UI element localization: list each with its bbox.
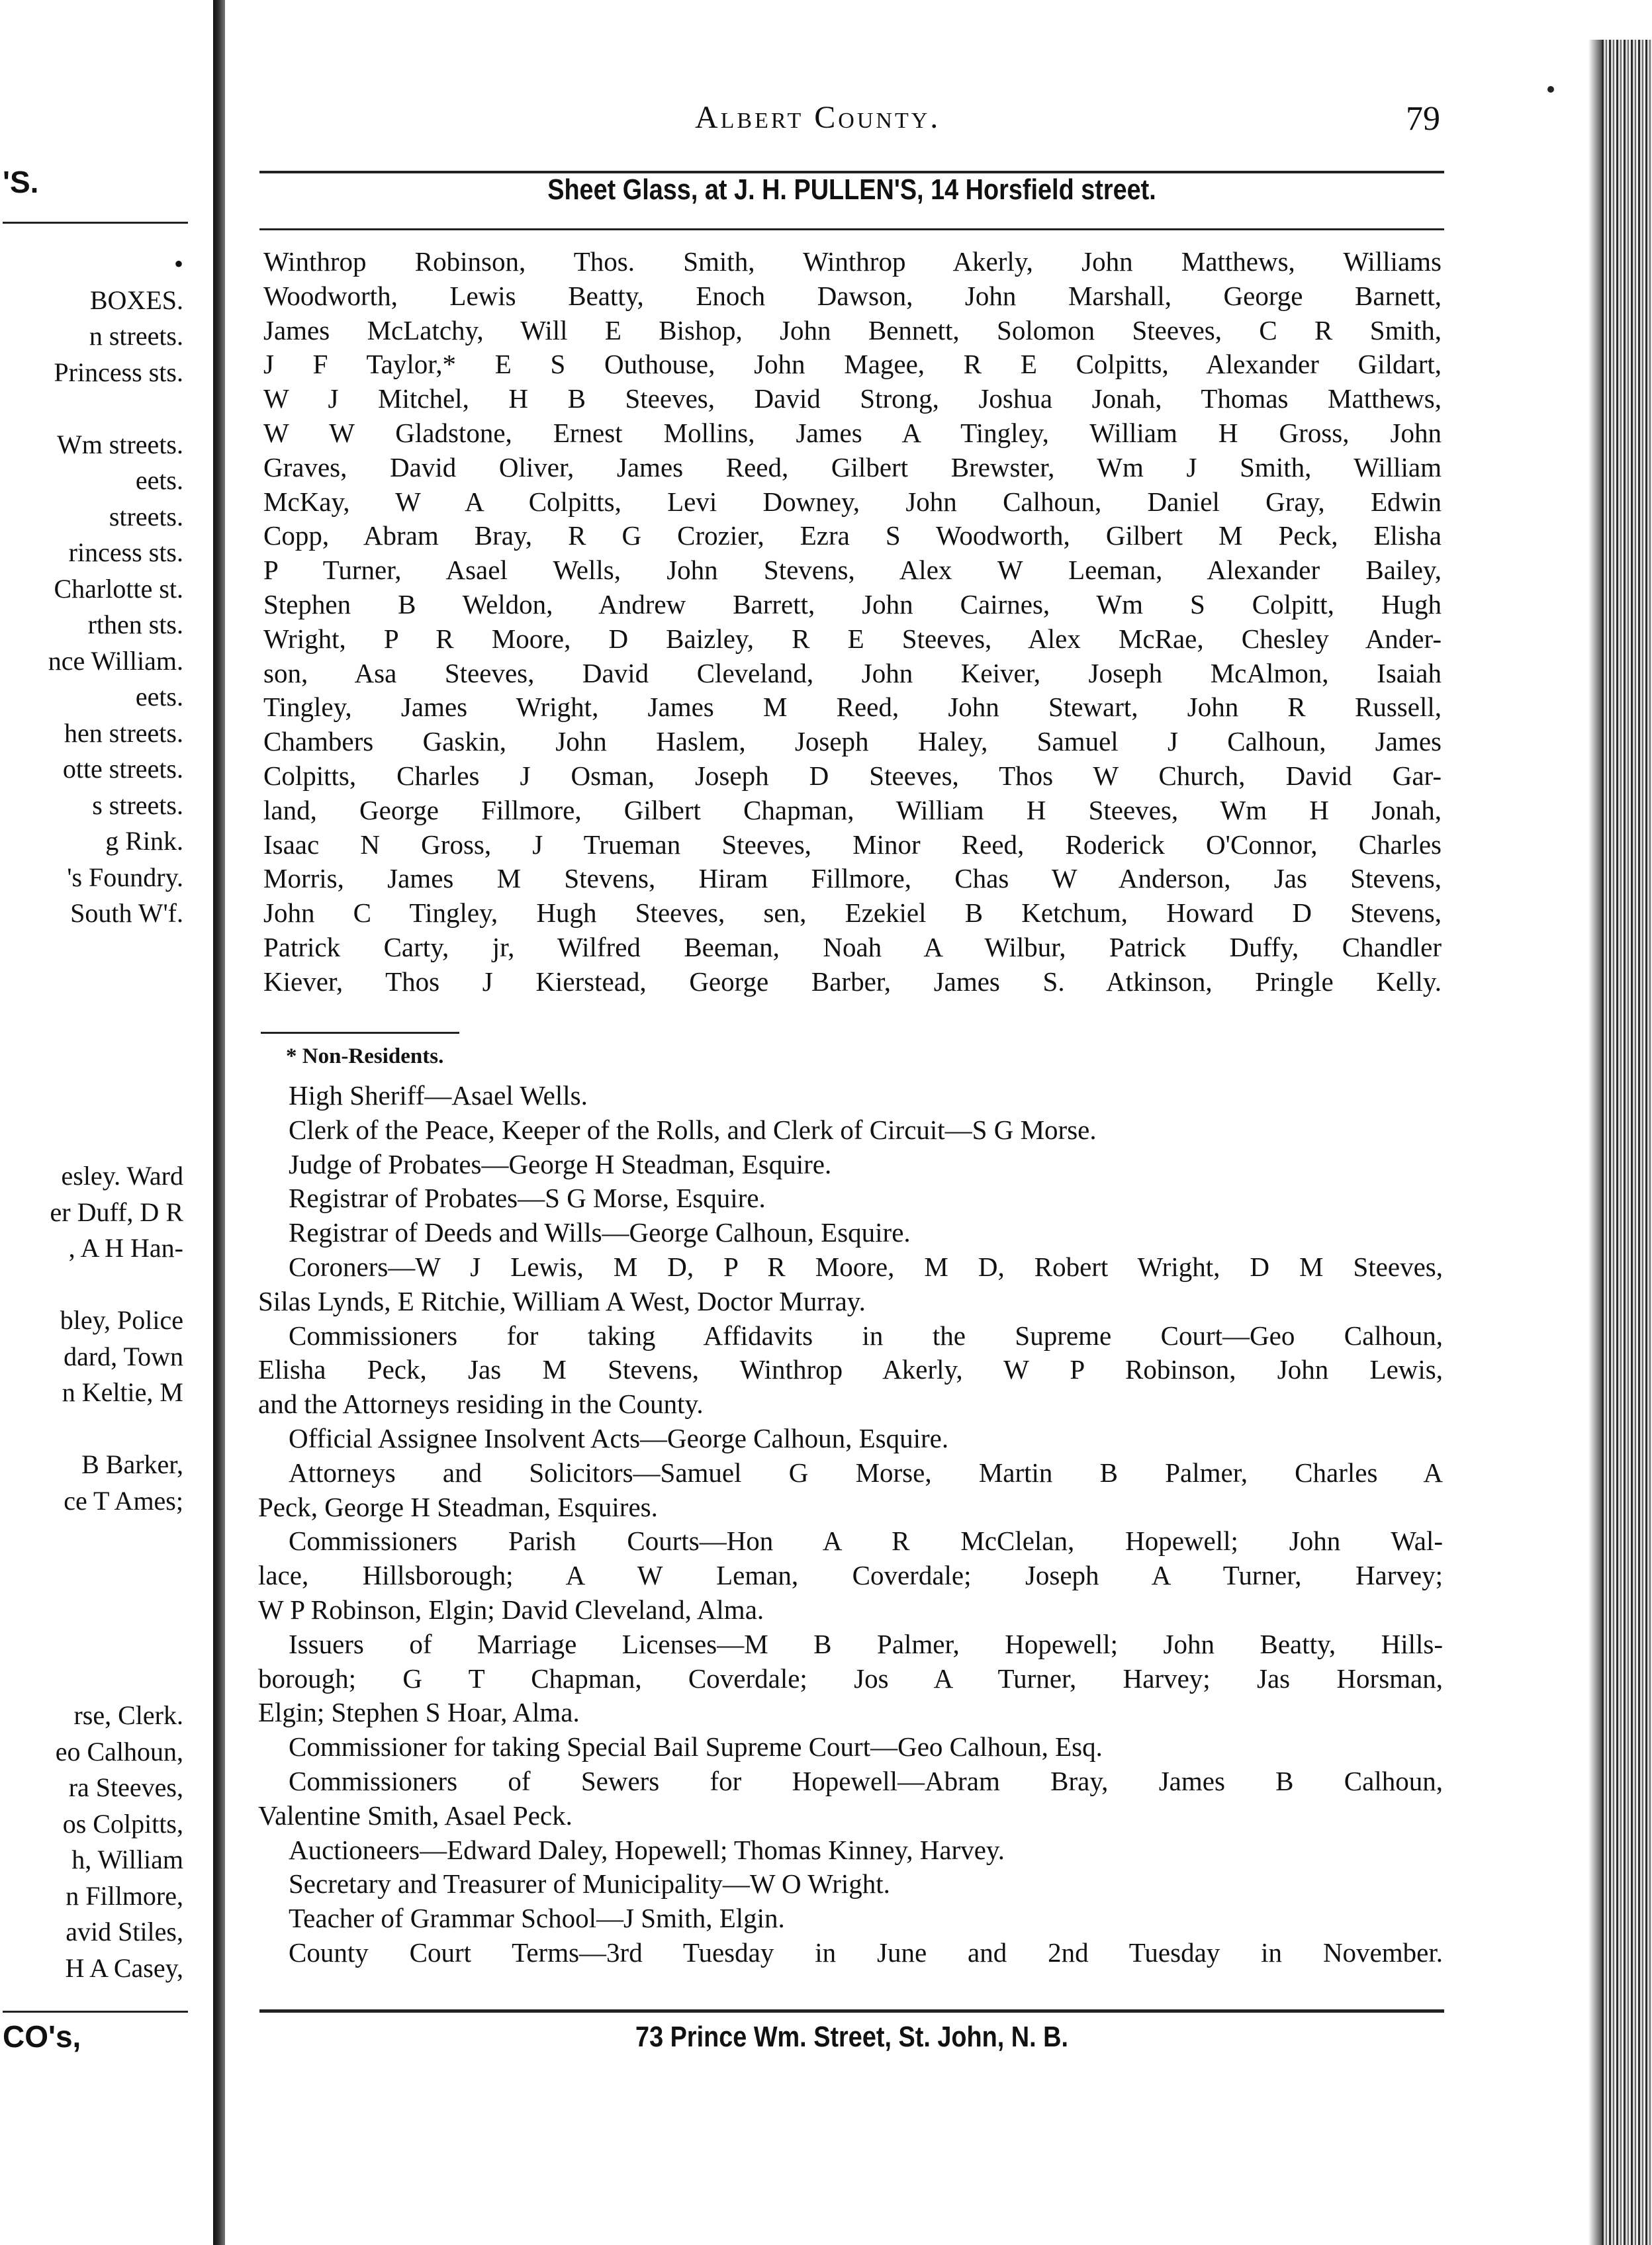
left-fragment-line: • <box>173 249 183 279</box>
ad-rule-top <box>259 228 1444 230</box>
left-fragment-line: streets. <box>109 501 183 531</box>
left-fragment-line: er Duff, D R <box>50 1197 183 1227</box>
left-fragment-line: BOXES. <box>89 285 183 315</box>
county-officials-list <box>258 1079 1443 1970</box>
left-fragment-line: ce T Ames; <box>64 1485 183 1516</box>
names-line: Winthrop Robinson, Thos. Smith, Winthrop Akerly, John Matthews, Williams <box>263 246 1442 277</box>
left-fragment-line: Charlotte st. <box>54 573 183 604</box>
names-line: Stephen B Weldon, Andrew Barrett, John Cairnes, Wm S Colpitt, Hugh <box>263 589 1442 619</box>
left-fragment-line: eets. <box>135 682 183 711</box>
left-fragment-line: s streets. <box>92 790 183 820</box>
left-fragment-block-c <box>3 1698 211 1986</box>
names-line: Graves, David Oliver, James Reed, Gilbert Brewster, Wm J Smith, William <box>263 451 1442 482</box>
left-fragment-line: g Rink. <box>105 826 183 856</box>
left-fragment-line <box>3 390 211 427</box>
official-entry-line: Judge of Probates—George H Steadman, Esquire. <box>289 1148 832 1179</box>
left-fragment-line: dard, Town <box>64 1341 183 1371</box>
bottom-rule-thick <box>259 2009 1444 2013</box>
official-entry-line: Commissioners for taking Affidavits in the Supreme Court—Geo Calhoun, <box>289 1320 1443 1351</box>
book-gutter <box>213 0 225 2245</box>
left-rule-top <box>3 222 188 224</box>
left-fragment-line: os Colpitts, <box>62 1808 183 1839</box>
official-entry-line: borough; G T Chapman, Coverdale; Jos A Turner, Harvey; Jas Horsman, <box>258 1663 1443 1694</box>
ink-speck <box>1547 86 1554 93</box>
names-line: Copp, Abram Bray, R G Crozier, Ezra S Woodworth, Gilbert M Peck, Elisha <box>263 520 1442 551</box>
names-line: Colpitts, Charles J Osman, Joseph D Steeves, Thos W Church, David Gar- <box>263 760 1442 791</box>
official-entry-line: Silas Lynds, E Ritchie, William A West, Doctor Murray. <box>258 1285 866 1316</box>
left-fragment-line: n Keltie, M <box>62 1377 183 1407</box>
official-entry-line: lace, Hillsborough; A W Leman, Coverdale; Joseph A Turner, Harvey; <box>258 1560 1443 1591</box>
bottom-advertisement: 73 Prince Wm. Street, St. John, N. B. <box>635 2021 1068 2053</box>
names-line: land, George Fillmore, Gilbert Chapman, William H Steeves, Wm H Jonah, <box>263 794 1442 825</box>
left-fragment-line: h, William <box>71 1845 183 1874</box>
left-fragment-line: hen streets. <box>64 717 183 748</box>
footnote: * Non-Residents. <box>286 1044 444 1068</box>
running-title: Albert County. <box>695 100 941 135</box>
names-line: W W Gladstone, Ernest Mollins, James A Tingley, William H Gross, John <box>263 418 1442 448</box>
official-entry-line: Peck, George H Steadman, Esquires. <box>258 1491 658 1522</box>
official-entry-line: Valentine Smith, Asael Peck. <box>258 1800 573 1831</box>
names-line: McKay, W A Colpitts, Levi Downey, John Calhoun, Daniel Gray, Edwin <box>263 486 1442 517</box>
names-line: Tingley, James Wright, James M Reed, John Stewart, John R Russell, <box>263 692 1442 723</box>
names-line: Chambers Gaskin, John Haslem, Joseph Haley, Samuel J Calhoun, James <box>263 726 1442 757</box>
left-fragment-line: 's Foundry. <box>67 862 183 892</box>
left-fragment-line: B Barker, <box>81 1449 183 1479</box>
official-entry-line: Commissioners Parish Courts—Hon A R McClelan, Hopewell; John Wal- <box>289 1526 1443 1557</box>
official-entry-line: County Court Terms—3rd Tuesday in June and 2nd Tuesday in November. <box>289 1937 1443 1968</box>
left-fragment-line: South W'f. <box>70 898 183 928</box>
official-entry-line: Commissioner for taking Special Bail Supreme Court—Geo Calhoun, Esq. <box>289 1731 1103 1763</box>
official-entry-line: Teacher of Grammar School—J Smith, Elgin. <box>289 1903 785 1934</box>
official-entry-line: Commissioners of Sewers for Hopewell—Abram Bray, James B Calhoun, <box>289 1765 1443 1796</box>
names-line: Isaac N Gross, J Trueman Steeves, Minor Reed, Roderick O'Connor, Charles <box>263 829 1442 860</box>
left-fragment-block-b <box>3 1158 211 1519</box>
names-line: J F Taylor,* E S Outhouse, John Magee, R E Colpitts, Alexander Gildart, <box>263 349 1442 380</box>
left-rule-bottom <box>3 2011 188 2013</box>
official-entry-line: High Sheriff—Asael Wells. <box>289 1080 588 1111</box>
official-entry-line: and the Attorneys residing in the County. <box>258 1389 704 1420</box>
left-fragment-line: nce William. <box>48 645 183 676</box>
official-entry-line: Registrar of Probates—S G Morse, Esquire. <box>289 1183 766 1214</box>
official-entry-line: Secretary and Treasurer of Municipality—W O Wright. <box>289 1868 890 1900</box>
left-fragment-line: H A Casey, <box>65 1952 183 1983</box>
top-advertisement: Sheet Glass, at J. H. PULLEN'S, 14 Horsfield street. <box>547 173 1156 206</box>
official-entry-line: Auctioneers—Edward Daley, Hopewell; Thomas Kinney, Harvey. <box>289 1834 1005 1865</box>
official-entry-line: Attorneys and Solicitors—Samuel G Morse, Martin B Palmer, Charles A <box>289 1457 1443 1488</box>
names-line: James McLatchy, Will E Bishop, John Bennett, Solomon Steeves, C R Smith, <box>263 314 1442 345</box>
official-entry-line: Official Assignee Insolvent Acts—George Calhoun, Esquire. <box>289 1422 949 1453</box>
page-edge-shadow <box>1588 40 1603 2245</box>
official-entry-line: Clerk of the Peace, Keeper of the Rolls, and Clerk of Circuit—S G Morse. <box>289 1114 1097 1145</box>
left-fragment-line: bley, Police <box>60 1305 183 1335</box>
official-entry-line: Elisha Peck, Jas M Stevens, Winthrop Akerly, W P Robinson, John Lewis, <box>258 1354 1443 1385</box>
names-line: Woodworth, Lewis Beatty, Enoch Dawson, John Marshall, George Barnett, <box>263 280 1442 311</box>
left-fragment-line: otte streets. <box>62 754 183 784</box>
left-fragment-line: Princess sts. <box>54 357 183 387</box>
left-fragment-line: rincess sts. <box>68 537 183 567</box>
names-line: W J Mitchel, H B Steeves, David Strong, Joshua Jonah, Thomas Matthews, <box>263 383 1442 414</box>
names-line: Wright, P R Moore, D Baizley, R E Steeves, Alex McRae, Chesley Ander- <box>263 623 1442 654</box>
left-fragment-line: n Fillmore, <box>66 1880 183 1911</box>
left-top-fragment: 'S. <box>3 165 39 199</box>
left-fragment-line: esley. Ward <box>61 1161 183 1191</box>
left-fragment-line: eets. <box>135 465 183 495</box>
names-line: John C Tingley, Hugh Steeves, sen, Ezekiel B Ketchum, Howard D Stevens, <box>263 897 1442 929</box>
left-bottom-fragment: CO's, <box>3 2019 81 2054</box>
left-fragment-line: Wm streets. <box>56 429 183 459</box>
names-line: Morris, James M Stevens, Hiram Fillmore, Chas W Anderson, Jas Stevens, <box>263 863 1442 894</box>
left-fragment-block-a <box>3 246 211 932</box>
left-fragment-line: n streets. <box>89 321 183 351</box>
left-fragment-line <box>3 1411 211 1447</box>
page-stack-edge <box>1602 40 1652 2245</box>
page-number: 79 <box>1406 100 1440 138</box>
left-fragment-line: ra Steeves, <box>68 1772 183 1802</box>
left-fragment-line: rse, Clerk. <box>73 1700 183 1730</box>
left-fragment-line: eo Calhoun, <box>55 1736 183 1766</box>
official-entry-line: Elgin; Stephen S Hoar, Alma. <box>258 1697 580 1728</box>
official-entry-line: Registrar of Deeds and Wills—George Calhoun, Esquire. <box>289 1217 911 1248</box>
official-entry-line: Issuers of Marriage Licenses—M B Palmer, Hopewell; John Beatty, Hills- <box>289 1628 1443 1659</box>
official-entry-line: Coroners—W J Lewis, M D, P R Moore, M D, Robert Wright, D M Steeves, <box>289 1251 1443 1282</box>
names-line: P Turner, Asael Wells, John Stevens, Alex W Leeman, Alexander Bailey, <box>263 555 1442 586</box>
left-fragment-line <box>3 1267 211 1303</box>
names-line: Patrick Carty, jr, Wilfred Beeman, Noah A Wilbur, Patrick Duffy, Chandler <box>263 932 1442 962</box>
official-entry-line: W P Robinson, Elgin; David Cleveland, Alma. <box>258 1594 764 1625</box>
left-fragment-line: rthen sts. <box>87 610 183 639</box>
names-line: Kiever, Thos J Kierstead, George Barber, James S. Atkinson, Pringle Kelly. <box>263 966 1442 997</box>
names-line: son, Asa Steeves, David Cleveland, John Keiver, Joseph McAlmon, Isaiah <box>263 657 1442 688</box>
left-fragment-line: avid Stiles, <box>66 1917 183 1947</box>
previous-page-edge <box>0 0 213 2245</box>
footnote-rule <box>261 1032 459 1034</box>
left-fragment-line: , A H Han- <box>68 1233 183 1263</box>
